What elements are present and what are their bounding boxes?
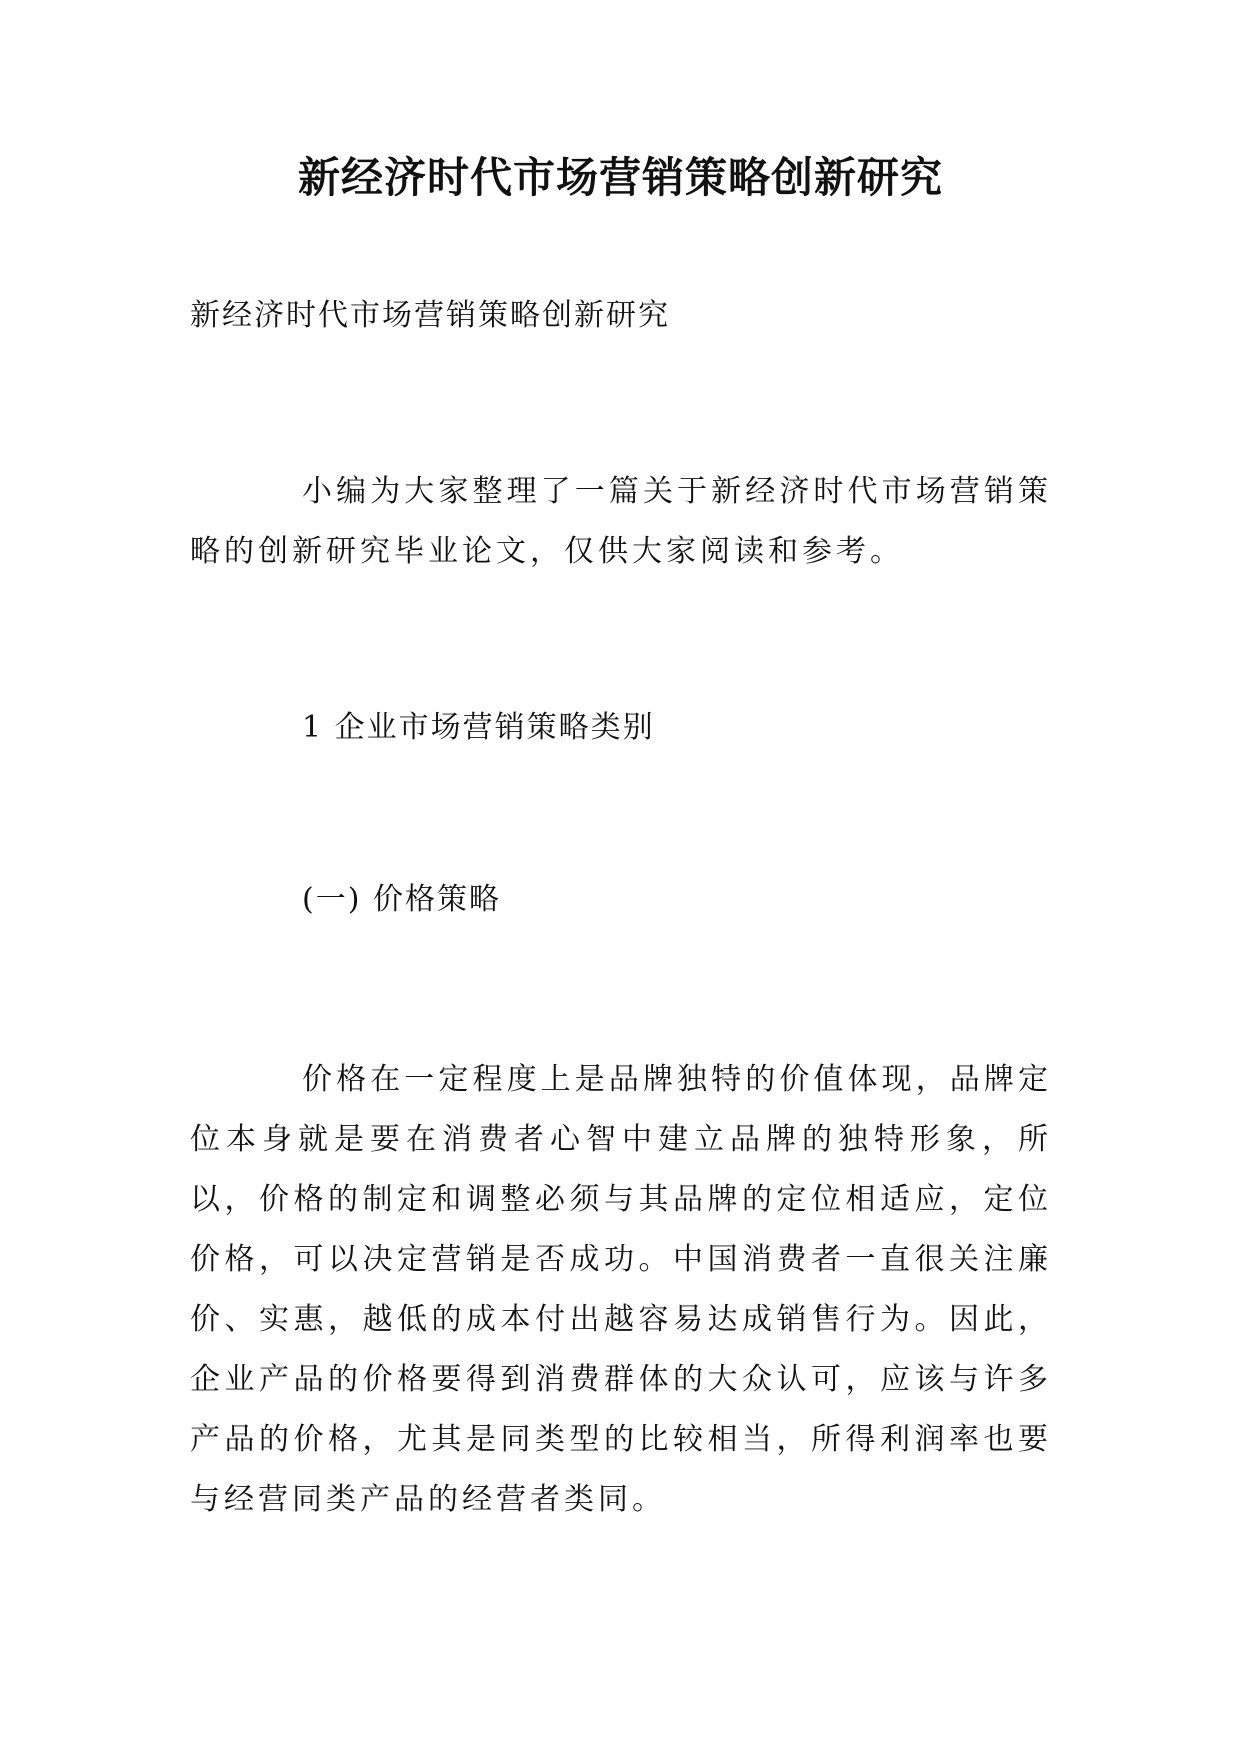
section-heading: 1 企业市场营销策略类别: [302, 710, 655, 745]
intro-paragraph: 小编为大家整理了一篇关于新经济时代市场营销策略的创新研究毕业论文，仅供大家阅读和参考。: [190, 474, 1052, 569]
page-title: 新经济时代市场营销策略创新研究: [297, 153, 943, 202]
subsection-heading: (一) 价格策略: [302, 882, 501, 917]
document-subtitle: 新经济时代市场营销策略创新研究: [190, 298, 670, 333]
body-paragraph: 价格在一定程度上是品牌独特的价值体现，品牌定位本身就是要在消费者心智中建立品牌的独特形象，所以，价格的制定和调整必须与其品牌的定位相适应，定位价格，可以决定营销是否成功。中国消费者一直很关注廉价、实惠，越低的成本付出越容易达成销售行为。因此，企业产品的价格要得到消费群体的大众认可，应该与许多产品的价格，尤其是同类型的比较相当，所得利润率也要与经营同类产品的经营者类同。: [190, 1062, 1052, 1517]
